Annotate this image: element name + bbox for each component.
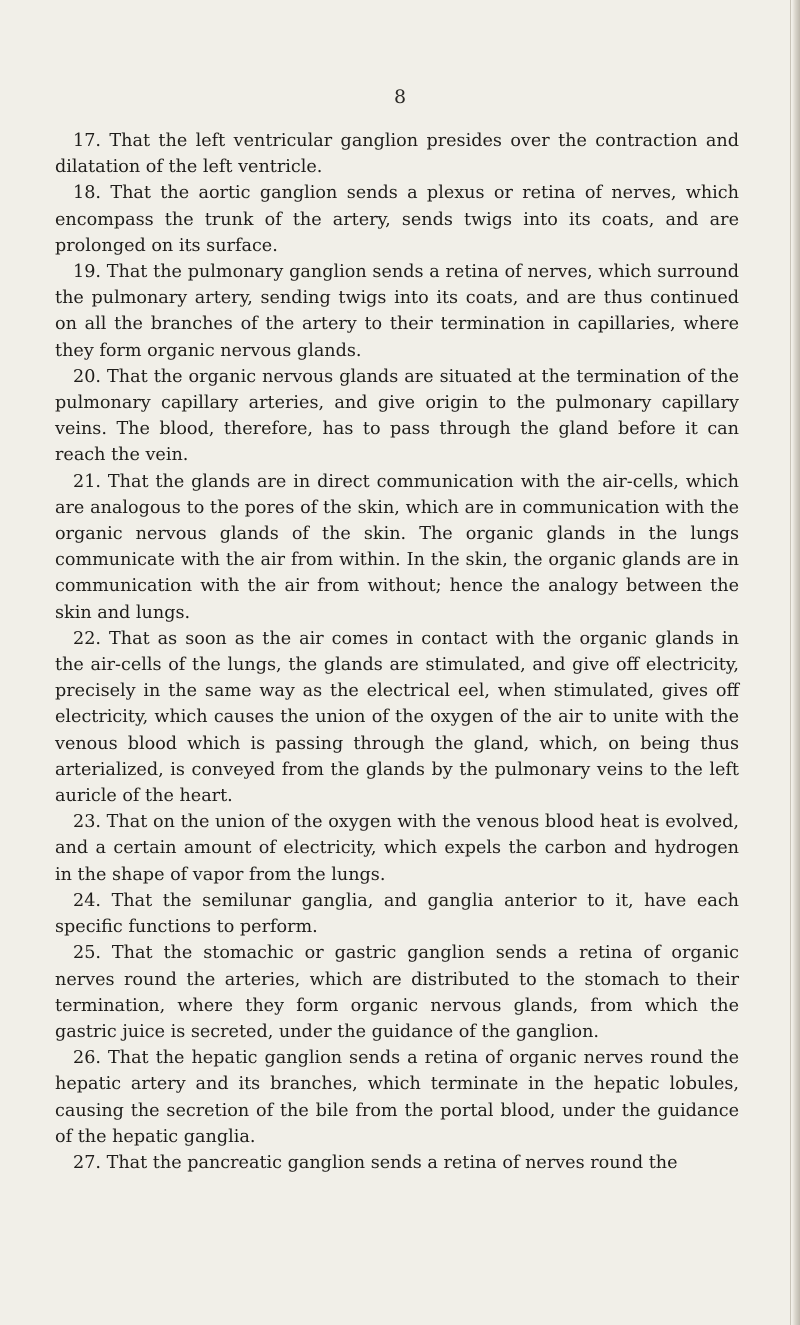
paragraph-19 — [55, 259, 739, 364]
paragraph-text: That as soon as the air comes in contact with the organic glands in the air-cells of the lungs, the glands are stimulated, and give off electricity, precisely in the same way as the electrical eel, when stimulated, gives off electricity, which causes the union of the oxygen of the air to unite with the venous blood which is passing through the gland, which, on being thus arterialized, is conveyed from the glands by the pulmonary veins to the left auricle of the heart. — [55, 628, 740, 807]
paragraph-text: That the glands are in direct communication with the air-cells, which are analogous to the pores of the skin, which are in communication with the organic nervous glands of the skin. The organic glands in the lungs communicate with the air from within. In the skin, the organic glands are in communication with the air from without; hence the analogy between the skin and lungs. — [55, 471, 739, 623]
paragraph-20 — [55, 364, 739, 469]
paragraph-25 — [55, 940, 739, 1045]
paragraph-number: 27. — [73, 1152, 101, 1173]
paragraph-text: That the stomachic or gastric ganglion sends a retina of organic nerves round the arteries, which are distributed to the stomach to their termination, where they form organic nervous glands, from which the gastric juice is secreted, under the guidance of the ganglion. — [55, 943, 739, 1042]
paragraph-number: 21. — [73, 471, 101, 492]
paragraph-number: 20. — [73, 366, 101, 387]
paragraph-number: 19. — [73, 262, 101, 283]
paragraph-number: 18. — [73, 183, 101, 204]
paragraph-text: That the hepatic ganglion sends a retina of organic nerves round the hepatic artery and its branches, which terminate in the hepatic lobules, causing the secretion of the bile from the portal blood, under the guidance of the hepatic ganglia. — [55, 1048, 739, 1147]
paragraph-number: 22. — [73, 628, 101, 649]
paragraph-22 — [55, 626, 739, 809]
page-edge — [792, 0, 800, 1325]
paragraph-text: That the semilunar ganglia, and ganglia anterior to it, have each specific functions to perform. — [55, 890, 739, 938]
paragraph-21 — [55, 469, 739, 626]
paragraph-text: That the pancreatic ganglion sends a retina of nerves round the — [106, 1152, 678, 1173]
paragraph-text: That on the union of the oxygen with the venous blood heat is evolved, and a certain amount of electricity, which expels the carbon and hydrogen in the shape of vapor from the lungs. — [55, 812, 740, 885]
paragraph-text: That the left ventricular ganglion presides over the contraction and dilatation of the left ventricle. — [55, 131, 739, 178]
paragraph-17 — [55, 128, 739, 180]
paragraph-text: That the organic nervous glands are situated at the termination of the pulmonary capillary arteries, and give origin to the pulmonary capillary veins. The blood, therefore, has to pass through the gland before it can reach the vein. — [55, 366, 740, 466]
page-edge-line — [790, 0, 791, 1325]
paragraph-24 — [55, 888, 739, 940]
paragraph-text: That the aortic ganglion sends a plexus or retina of nerves, which encompass the trunk of the artery, sends twigs into its coats, and are prolonged on its surface. — [55, 183, 739, 256]
paragraph-18 — [55, 180, 739, 259]
paragraph-number: 24. — [73, 890, 101, 911]
paragraph-text: That the pulmonary ganglion sends a retina of nerves, which surround the pulmonary artery, sending twigs into its coats, and are thus continued on all the branches of the artery to their termination in capillaries, where they form organic nervous glands. — [55, 262, 740, 361]
paragraph-number: 26. — [73, 1048, 101, 1069]
paragraph-23 — [55, 809, 739, 888]
paragraph-number: 17. — [73, 131, 101, 151]
paragraph-number: 23. — [73, 812, 101, 833]
paragraph-27 — [55, 1150, 739, 1176]
paragraph-26 — [55, 1045, 739, 1150]
body-text — [55, 128, 739, 1176]
paragraph-number: 25. — [73, 943, 101, 964]
page-number: 8 — [393, 86, 407, 108]
